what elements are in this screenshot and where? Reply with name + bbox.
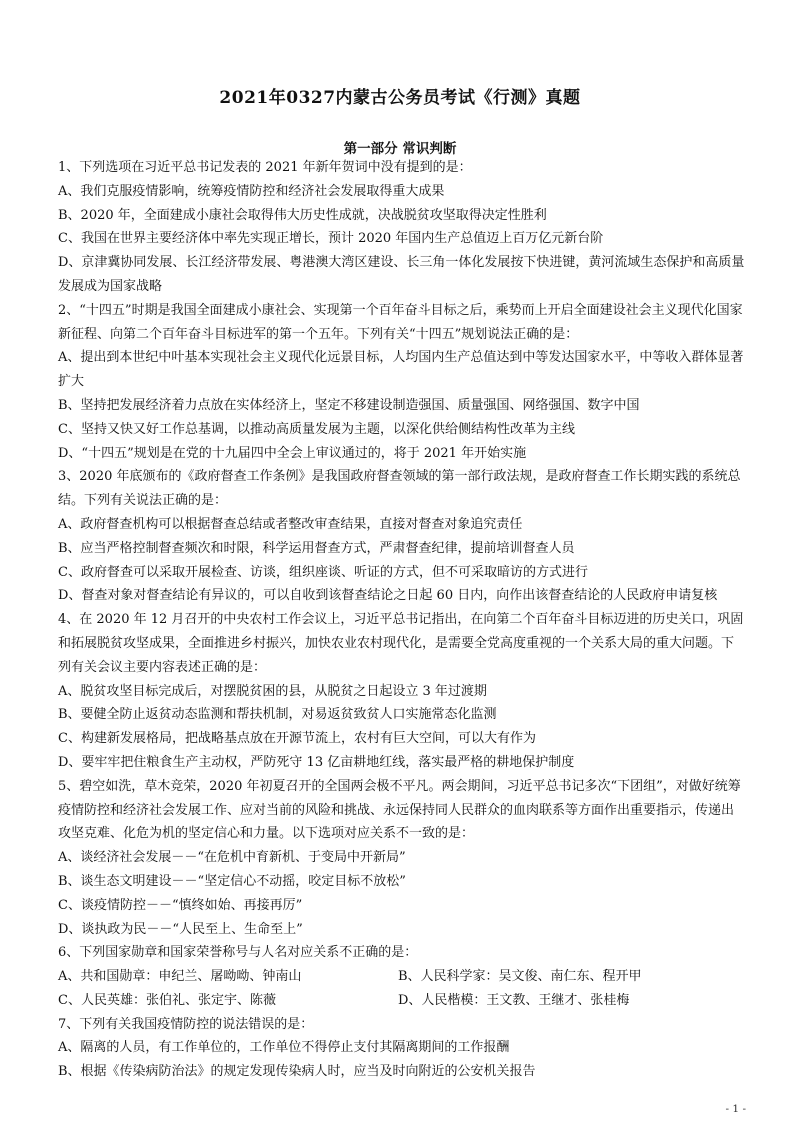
option-a: A、共和国勋章：申纪兰、屠呦呦、钟南山: [58, 969, 302, 985]
option-row: [58, 965, 746, 989]
question-list: [58, 156, 746, 1084]
option-b: B、根据《传染病防治法》的规定发现传染病人时，应当及时向附近的公安机关报告: [58, 1064, 536, 1080]
option-c: C、我国在世界主要经济体中率先实现正增长，预计 2020 年国内生产总值迈上百万亿元新台阶: [58, 231, 604, 247]
question-stem: 4、在 2020 年 12 月召开的中央农村工作会议上，习近平总书记指出，在向第二个百年奋斗目标迈进的历史关口，巩固和拓展脱贫攻坚成果，全面推进乡村振兴，加快农业农村现代化，是需要全党高度重视的一个关系大局的重大问题。下列有关会议主要内容表述正确的是：: [58, 612, 744, 675]
option-a: A、脱贫攻坚目标完成后，对摆脱贫困的县，从脱贫之日起设立 3 年过渡期: [58, 683, 487, 699]
question-stem: 6、下列国家勋章和国家荣誉称号与人名对应关系不正确的是：: [58, 945, 418, 961]
question-stem: 5、碧空如洗，草木竞荣，2020 年初夏召开的全国两会极不平凡。两会期间，习近平总书记多次“下团组”，对做好统筹疫情防控和经济社会发展工作、应对当前的风险和挑战、永远保持同人民群众的血肉联系等方面作出重要指示，传递出攻坚克难、化危为机的坚定信心和力量。以下选项对应关系不一致的是：: [58, 778, 741, 842]
option-d: D、督查对象对督查结论有异议的，可以自收到该督查结论之日起 60 日内，向作出该督查结论的人民政府申请复核: [58, 588, 718, 604]
question-stem: 2、“十四五”时期是我国全面建成小康社会、实现第一个百年奋斗目标之后，乘势而上开启全面建设社会主义现代化国家新征程、向第二个百年奋斗目标进军的第一个五年。下列有关“十四五”规划说法正确的是：: [58, 302, 743, 342]
option-b: B、谈生态文明建设－－“坚定信心不动摇，咬定目标不放松”: [58, 873, 406, 889]
option-b: B、要健全防止返贫动态监测和帮扶机制，对易返贫致贫人口实施常态化监测: [58, 707, 497, 723]
option-b: B、坚持把发展经济着力点放在实体经济上，坚定不移建设制造强国、质量强国、网络强国、数字中国: [58, 397, 640, 413]
option-d: D、京津冀协同发展、长江经济带发展、粤港澳大湾区建设、长三角一体化发展按下快进键，黄河流域生态保护和高质量发展成为国家战略: [58, 255, 745, 294]
section-title: 第一部分 常识判断: [343, 141, 457, 157]
option-d: D、谈执政为民－－“人民至上、生命至上”: [58, 921, 303, 937]
option-b: B、人民科学家：吴文俊、南仁东、程开甲: [398, 969, 642, 985]
question-stem: 3、2020 年底颁布的《政府督查工作条例》是我国政府督查领域的第一部行政法规，是政府督查工作长期实践的系统总结。下列有关说法正确的是：: [58, 469, 741, 509]
option-row: [58, 989, 746, 1013]
question-3: [58, 465, 746, 608]
option-b: B、应当严格控制督查频次和时限，科学运用督查方式，严肃督查纪律，提前培训督查人员: [58, 540, 575, 556]
option-a: A、隔离的人员，有工作单位的，工作单位不得停止支付其隔离期间的工作报酬: [58, 1040, 510, 1056]
option-d: D、人民楷模：王文教、王继才、张桂梅: [398, 992, 630, 1008]
question-5: [58, 775, 746, 942]
document-title: 2021年0327内蒙古公务员考试《行测》真题: [219, 88, 581, 108]
option-a: A、我们克服疫情影响，统筹疫情防控和经济社会发展取得重大成果: [58, 183, 445, 199]
question-7: [58, 1013, 746, 1084]
page-number: - 1 -: [725, 1103, 746, 1115]
option-a: A、提出到本世纪中叶基本实现社会主义现代化远景目标，人均国内生产总值达到中等发达国家水平，中等收入群体显著扩大: [58, 350, 744, 390]
question-2: [58, 299, 746, 466]
option-a: A、谈经济社会发展－－“在危机中育新机、于变局中开新局”: [58, 850, 406, 866]
option-c: C、人民英雄：张伯礼、张定宇、陈薇: [58, 992, 276, 1008]
option-d: D、“十四五”规划是在党的十九届四中全会上审议通过的，将于 2021 年开始实施: [58, 445, 527, 461]
question-1: [58, 156, 746, 299]
option-a: A、政府督查机构可以根据督查总结或者整改审查结果，直接对督查对象追究责任: [58, 516, 523, 532]
question-stem: 1、下列选项在习近平总书记发表的 2021 年新年贺词中没有提到的是：: [58, 160, 472, 175]
question-4: [58, 608, 746, 775]
option-d: D、要牢牢把住粮食生产主动权，严防死守 13 亿亩耕地红线，落实最严格的耕地保护制度: [58, 754, 575, 770]
option-c: C、构建新发展格局，把战略基点放在开源节流上，农村有巨大空间，可以大有作为: [58, 731, 536, 747]
question-stem: 7、下列有关我国疫情防控的说法错误的是：: [58, 1016, 314, 1032]
option-b: B、2020 年，全面建成小康社会取得伟大历史性成就，决战脱贫攻坚取得决定性胜利: [58, 207, 547, 223]
option-c: C、谈疫情防控－－“慎终如始、再接再厉”: [58, 897, 303, 913]
question-6: [58, 941, 746, 1012]
option-c: C、政府督查可以采取开展检查、访谈，组织座谈、听证的方式，但不可采取暗访的方式进行: [58, 564, 588, 580]
option-c: C、坚持又快又好工作总基调，以推动高质量发展为主题，以深化供给侧结构性改革为主线: [58, 421, 575, 437]
